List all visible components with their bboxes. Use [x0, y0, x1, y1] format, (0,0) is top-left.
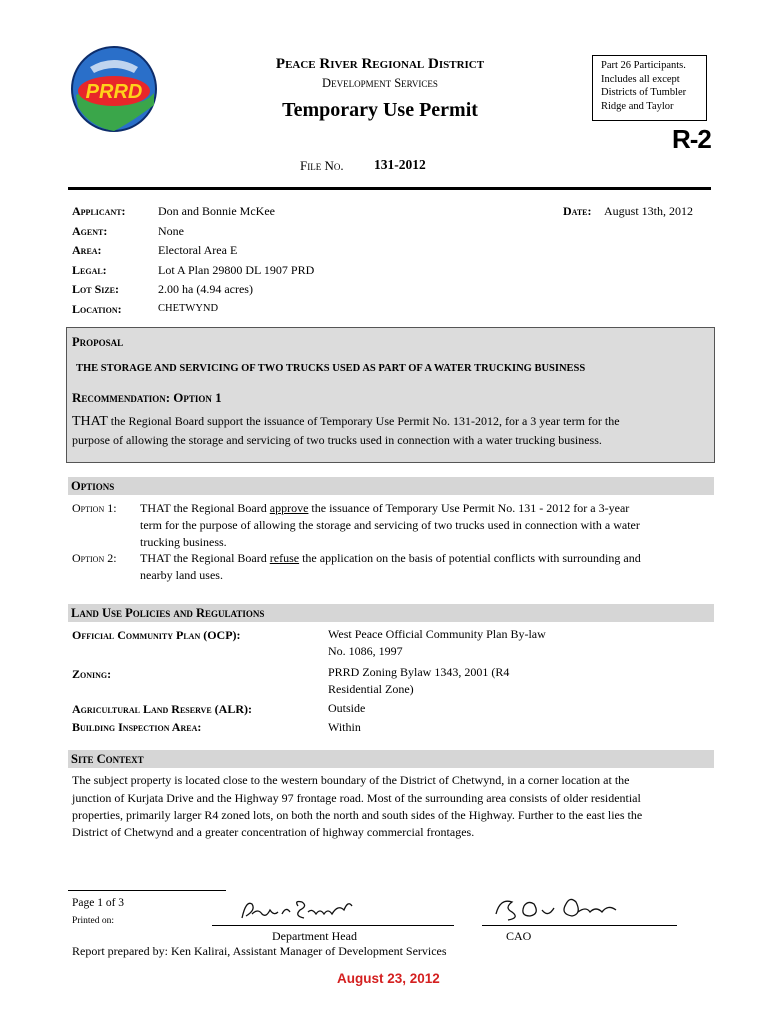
proposal-text: THE STORAGE AND SERVICING OF TWO TRUCKS USED AS PART OF A WATER TRUCKING BUSINESS — [76, 363, 586, 374]
date-label: Date: — [563, 204, 592, 218]
printed-on: Printed on: — [72, 916, 114, 926]
site-context-heading: Site Context — [68, 750, 714, 768]
options-heading: Options — [68, 477, 714, 495]
location-value: CHETWYND — [158, 303, 219, 314]
footer-rule — [68, 890, 226, 891]
legal-value: Lot A Plan 29800 DL 1907 PRD — [158, 263, 315, 277]
area-value: Electoral Area E — [158, 243, 238, 257]
header-divider — [68, 187, 711, 190]
proposal-heading: Proposal — [72, 335, 124, 349]
recommendation-line-1: THAT the Regional Board support the issuance of Temporary Use Permit No. 131-2012, for a 3 year term for the — [72, 414, 620, 429]
cao-label: CAO — [506, 929, 532, 943]
ocp-label: Official Community Plan (OCP): — [72, 628, 241, 642]
file-label: File No. — [300, 158, 344, 173]
cao-line — [482, 925, 677, 926]
option-2-line-1: THAT the Regional Board refuse the application on the basis of potential conflicts with surrounding and — [140, 551, 641, 565]
legal-label: Legal: — [72, 263, 107, 277]
date-value: August 13th, 2012 — [604, 204, 694, 218]
area-label: Area: — [72, 243, 102, 257]
recommendation-line-2: purpose of allowing the storage and servicing of two trucks used in connection with a water trucking business. — [72, 433, 602, 447]
option-1-line-2: term for the purpose of allowing the storage and servicing of two trucks used in connection with a water — [140, 518, 640, 532]
page-title: Temporary Use Permit — [282, 99, 478, 121]
site-context-line-2: junction of Kurjata Drive and the Highway 97 frontage road. Most of the surrounding area consists of older residential — [72, 791, 641, 805]
location-label: Location: — [72, 302, 122, 316]
applicant-value: Don and Bonnie McKee — [158, 204, 275, 218]
department-head-line — [212, 925, 454, 926]
zoning-value-line-1: PRRD Zoning Bylaw 1343, 2001 (R4 — [328, 665, 510, 679]
zoning-value-line-2: Residential Zone) — [328, 682, 414, 696]
applicant-label: Applicant: — [72, 204, 126, 218]
option-2-line-2: nearby land uses. — [140, 568, 223, 582]
svg-text:PRRD: PRRD — [85, 81, 143, 103]
page-number: Page 1 of 3 — [72, 897, 125, 909]
board-date-stamp: August 23, 2012 — [337, 971, 440, 986]
building-inspection-label: Building Inspection Area: — [72, 720, 202, 734]
land-use-heading: Land Use Policies and Regulations — [68, 604, 714, 622]
ocp-value-line-2: No. 1086, 1997 — [328, 644, 403, 658]
option-2-label: Option 2: — [72, 551, 117, 565]
recommendation-heading: Recommendation: Option 1 — [72, 390, 222, 405]
prepared-by: Report prepared by: Ken Kalirai, Assistant Manager of Development Services — [72, 944, 447, 958]
alr-value: Outside — [328, 701, 366, 715]
option-1-line-1: THAT the Regional Board approve the issuance of Temporary Use Permit No. 131 - 2012 for a 3-year — [140, 501, 630, 515]
agent-label: Agent: — [72, 224, 108, 238]
file-number: 131-2012 — [374, 157, 426, 172]
org-name: Peace River Regional District — [275, 56, 485, 72]
option-1-label: Option 1: — [72, 501, 117, 515]
lot-size-label: Lot Size: — [72, 282, 120, 296]
participants-note: Part 26 Participants. Includes all except Districts of Tumbler Ridge and Taylor — [592, 55, 707, 121]
building-inspection-value: Within — [328, 720, 361, 734]
option-1-line-3: trucking business. — [140, 535, 227, 549]
ocp-value-line-1: West Peace Official Community Plan By-law — [328, 627, 546, 641]
alr-label: Agricultural Land Reserve (ALR): — [72, 702, 252, 716]
site-context-line-4: District of Chetwynd and a greater concentration of highway commercial frontages. — [72, 825, 475, 839]
site-context-line-3: properties, primarily larger R4 zoned lots, on both the north and south sides of the Highway. Further to the east lies the — [72, 808, 643, 822]
lot-size-value: 2.00 ha (4.94 acres) — [158, 282, 253, 296]
report-code: R-2 — [672, 124, 711, 154]
dept-name: Development Services — [322, 76, 438, 90]
agent-value: None — [158, 224, 184, 238]
zoning-label: Zoning: — [72, 667, 112, 681]
department-head-label: Department Head — [272, 929, 357, 943]
site-context-line-1: The subject property is located close to the western boundary of the District of Chetwynd, in a corner location at the — [72, 773, 630, 787]
prrd-logo — [70, 45, 158, 133]
